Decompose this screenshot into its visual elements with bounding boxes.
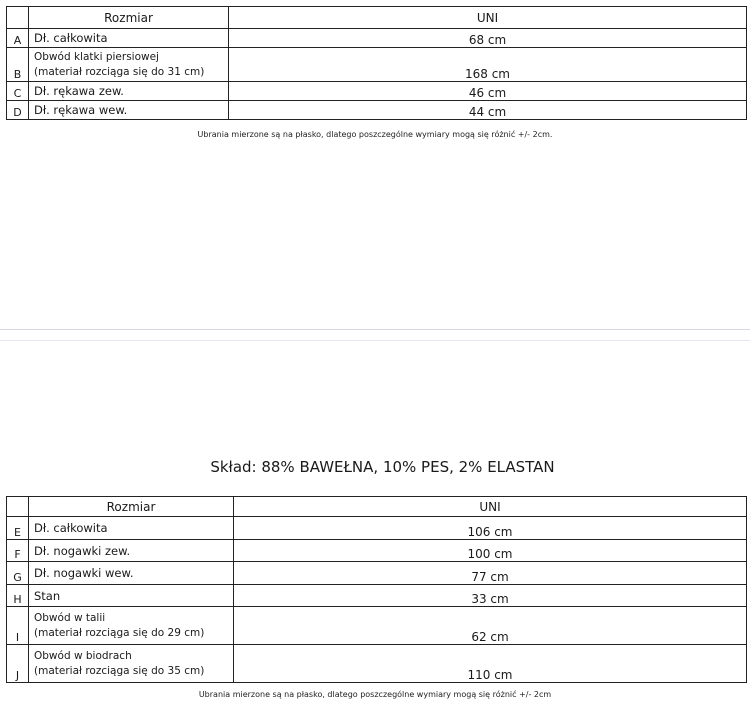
measurement-name: Dł. całkowita [29,517,234,540]
composition-heading: Skład: 88% BAWEŁNA, 10% PES, 2% ELASTAN [210,458,555,476]
measurement-name-cell [29,48,229,82]
table-header-row [7,497,747,517]
table-row [7,645,747,683]
measurement-name: Dł. rękawa zew. [29,82,229,101]
table-row [7,517,747,540]
row-letter: E [7,517,29,540]
measurement-value: 77 cm [234,562,747,585]
measurement-value: 44 cm [229,101,747,120]
measurement-name: Dł. nogawki wew. [29,562,234,585]
measurement-note: (materiał rozciąga się do 31 cm) [34,65,205,78]
row-letter: G [7,562,29,585]
header-letter-cell [7,7,29,29]
table-row [7,82,747,101]
measurement-value: 168 cm [229,48,747,82]
row-letter: F [7,540,29,562]
measurement-note: (materiał rozciąga się do 29 cm) [34,626,205,639]
row-letter: H [7,585,29,607]
size-table-top [6,6,747,120]
row-letter: C [7,82,29,101]
size-table-bottom [6,496,747,683]
measurement-value: 110 cm [234,645,747,683]
measurement-name: Dł. rękawa wew. [29,101,229,120]
row-letter: J [7,645,29,683]
table-row [7,29,747,48]
size-header: Rozmiar [29,7,229,29]
measurement-note: (materiał rozciąga się do 35 cm) [34,664,205,677]
divider-line [0,340,750,341]
table-row [7,540,747,562]
value-header: UNI [234,497,747,517]
row-letter: I [7,607,29,645]
row-letter: B [7,48,29,82]
row-letter: D [7,101,29,120]
measurement-value: 46 cm [229,82,747,101]
measurement-value: 106 cm [234,517,747,540]
value-header: UNI [229,7,747,29]
measurement-note-bottom: Ubrania mierzone są na płasko, dlatego poszczególne wymiary mogą się różnić +/- 2cm [198,690,552,699]
measurement-name: Obwód w talii [34,611,106,624]
table-row [7,562,747,585]
measurement-name-cell [29,607,234,645]
measurement-name: Dł. nogawki zew. [29,540,234,562]
measurement-name: Dł. całkowita [29,29,229,48]
row-letter: A [7,29,29,48]
measurement-value: 100 cm [234,540,747,562]
measurement-name: Stan [29,585,234,607]
measurement-name: Obwód w biodrach [34,649,132,662]
measurement-value: 33 cm [234,585,747,607]
table-row [7,48,747,82]
divider-line [0,329,750,330]
header-letter-cell [7,497,29,517]
measurement-name: Obwód klatki piersiowej [34,50,159,63]
table-header-row [7,7,747,29]
table-row [7,607,747,645]
measurement-value: 62 cm [234,607,747,645]
measurement-note-top: Ubrania mierzone są na płasko, dlatego poszczególne wymiary mogą się różnić +/- 2cm. [197,130,553,139]
table-row [7,585,747,607]
table-row [7,101,747,120]
measurement-value: 68 cm [229,29,747,48]
measurement-name-cell [29,645,234,683]
size-header: Rozmiar [29,497,234,517]
